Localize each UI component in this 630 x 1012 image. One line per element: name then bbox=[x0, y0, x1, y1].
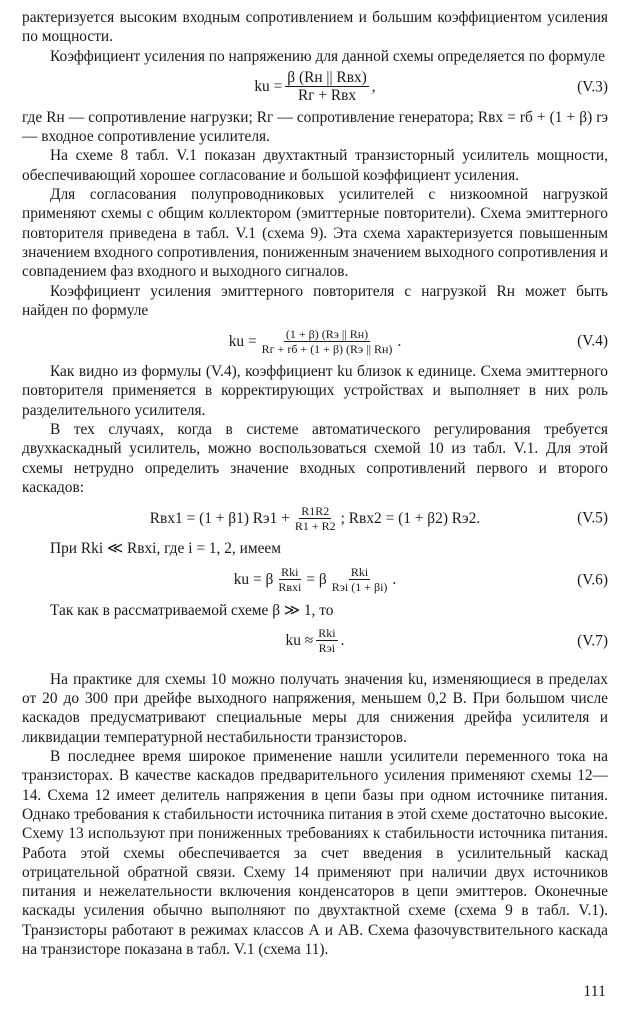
formula-tail: , bbox=[371, 78, 376, 96]
paragraph: рактеризуется высоким входным сопротивлением и большим коэффициентом усиления по мощности. bbox=[22, 9, 608, 46]
paragraph: Как видно из формулы (V.4), коэффициент ku близок к единице. Схема эмиттерного повторителя применяется в корректирующих устройствах и выполняет в них роль разделительного усилителя. bbox=[22, 363, 608, 419]
equation-number: (V.7) bbox=[577, 632, 608, 650]
paragraph: При Rki ≪ Rвхi, где i = 1, 2, имеем bbox=[50, 540, 282, 558]
fraction bbox=[293, 504, 338, 533]
equation-number: (V.3) bbox=[577, 78, 608, 96]
fraction bbox=[330, 565, 390, 594]
equation-number: (V.6) bbox=[577, 570, 608, 588]
paragraph: Так как в рассматриваемой схеме β ≫ 1, то bbox=[50, 601, 334, 619]
paragraph: Коэффициент усиления по напряжению для данной схемы определяется по формуле bbox=[50, 47, 605, 65]
formula-lhs: ku ≈ bbox=[285, 632, 314, 650]
page-number: 111 bbox=[583, 983, 606, 1000]
formula-lhs: ku = bbox=[254, 78, 283, 96]
numerator: β (Rн || Rвх) bbox=[287, 69, 367, 87]
formula-lhs: ku = bbox=[228, 332, 257, 350]
numerator: Rki bbox=[350, 565, 369, 580]
paragraph: Для согласования полупроводниковых усилителей с низкоомной нагрузкой применяют схемы с общим коллектором (эмиттерные повторители). Схема эмиттерного повторителя приведена в табл. V.1 (схема 9). Эта схема характеризуется повышенным значением входного сопротивления, пониженным значением выходного сопротивления и совпадением фаз входного и выходного сигналов. bbox=[22, 186, 608, 281]
formula-lhs: ku = β bbox=[233, 570, 274, 588]
fraction bbox=[276, 565, 303, 594]
formula-tail: . bbox=[397, 332, 402, 350]
formula-part: = β bbox=[306, 570, 327, 588]
paragraph: В тех случаях, когда в системе автоматического регулирования требуется двухкаскадный усилитель, можно воспользоваться схемой 10 из табл. V.1. Для этой схемы нетрудно определить значение входных сопротивлений первого и второго каскадов: bbox=[22, 421, 608, 496]
formula-tail: . bbox=[392, 570, 397, 588]
equation-number: (V.5) bbox=[577, 509, 608, 527]
denominator: Rг + rб + (1 + β) (Rэ || Rн) bbox=[261, 341, 393, 356]
numerator: Rki bbox=[318, 626, 336, 641]
formula-v4 bbox=[22, 320, 608, 362]
numerator: (1 + β) (Rэ || Rн) bbox=[285, 326, 369, 341]
formula-v6 bbox=[22, 559, 608, 601]
fraction bbox=[316, 626, 337, 655]
fraction bbox=[260, 327, 395, 356]
fraction bbox=[285, 69, 369, 104]
formula-v7 bbox=[22, 620, 608, 662]
formula-part: ; Rвх2 = (1 + β2) Rэ2. bbox=[340, 509, 481, 527]
denominator: R1 + R2 bbox=[294, 518, 336, 533]
denominator: Rвхi bbox=[278, 580, 302, 595]
numerator: Rki bbox=[281, 565, 299, 580]
equation-number: (V.4) bbox=[577, 332, 608, 350]
denominator: Rэi (1 + βi) bbox=[331, 580, 388, 595]
formula-tail: . bbox=[340, 632, 345, 650]
formula-v3 bbox=[22, 66, 608, 108]
denominator: Rэi bbox=[318, 641, 336, 656]
paragraph: где Rн — сопротивление нагрузки; Rг — сопротивление генератора; Rвх = rб + (1 + β) rэ — входное сопротивление усилителя. bbox=[22, 108, 608, 146]
formula-v5 bbox=[22, 497, 608, 539]
numerator: R1R2 bbox=[301, 503, 330, 518]
denominator: Rг + Rвх bbox=[297, 87, 357, 105]
paragraph: На схеме 8 табл. V.1 показан двухтактный транзисторный усилитель мощности, обеспечивающий хорошее согласование и большой коэффициент усиления. bbox=[22, 147, 608, 184]
paragraph: На практике для схемы 10 можно получать значения ku, изменяющиеся в пределах от 20 до 300 при дрейфе выходного напряжения, меньшем 0,2 В. При большом числе каскадов предусматривают специальные меры для снижения дрейфа усилителя и ликвидации температурной нестабильности транзисторов. bbox=[22, 670, 608, 746]
paragraph: В последнее время широкое применение нашли усилители переменного тока на транзисторах. В качестве каскадов предварительного усиления применяют схемы 12—14. Схема 12 имеет делитель напряжения в цепи базы при одном источнике питания. Однако требования к стабильности источника питания в этой схеме достаточно высокие. Схему 13 используют при пониженных требованиях к стабильности источника питания. Работа этой схемы обеспечивается за счет введения в усилительный каскад отрицательной обратной связи. Схему 14 применяют при наличии двух источников питания и нежелательности включения конденсаторов в цепи эмиттеров. Оконечные каскады усиления обычно выполняют по двухтактной схеме (схема 9 в табл. V.1). Транзисторы работают в режимах классов А и АВ. Схема фазочувствительного каскада на транзисторе показана в табл. V.1 (схема 11). bbox=[22, 748, 608, 958]
paragraph: Коэффициент усиления эмиттерного повторителя с нагрузкой Rн может быть найден по формуле bbox=[22, 282, 608, 319]
formula-part: Rвх1 = (1 + β1) Rэ1 + bbox=[149, 509, 290, 527]
spacer bbox=[22, 662, 608, 670]
